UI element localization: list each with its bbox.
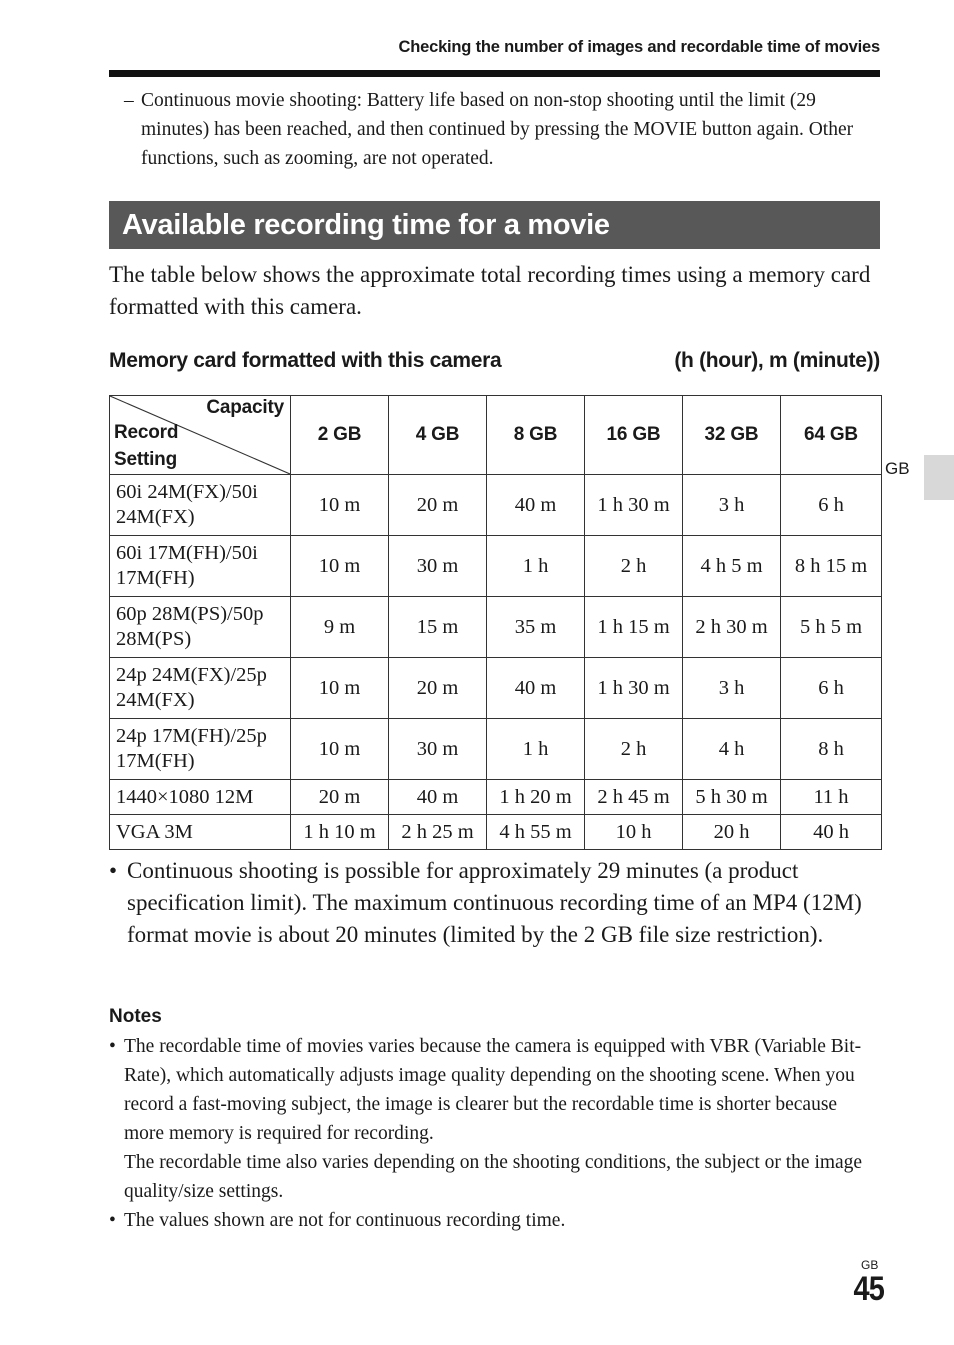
table-cell: 2 h 45 m (585, 780, 683, 815)
table-cell: 20 m (291, 780, 389, 815)
table-cell: 8 h 15 m (781, 536, 882, 597)
table-cell: 20 m (389, 475, 487, 536)
record-setting-cell: 24p 24M(FX)/25p 24M(FX) (110, 658, 291, 719)
table-row (110, 536, 882, 597)
table-cell: 4 h (683, 719, 781, 780)
bullet-marker: • (109, 1036, 116, 1057)
record-setting-cell: 24p 17M(FH)/25p 17M(FH) (110, 719, 291, 780)
side-thumb-tab (924, 455, 954, 500)
table-cell: 1 h 10 m (291, 815, 389, 850)
table-cell: 2 h (585, 719, 683, 780)
footer-region-label: GB (861, 1258, 879, 1272)
table-cell: 9 m (291, 597, 389, 658)
dash-marker: – (124, 90, 134, 111)
column-header: 16 GB (585, 396, 683, 475)
note-item (109, 1032, 880, 1206)
column-header: 32 GB (683, 396, 781, 475)
table-cell: 2 h (585, 536, 683, 597)
column-header: 2 GB (291, 396, 389, 475)
column-header: 4 GB (389, 396, 487, 475)
table-cell: 30 m (389, 536, 487, 597)
running-header-title: Checking the number of images and recordable time of movies (398, 38, 880, 56)
table-cell: 11 h (781, 780, 882, 815)
table-cell: 8 h (781, 719, 882, 780)
corner-capacity-label: Capacity (206, 397, 284, 418)
table-cell: 1 h 20 m (487, 780, 585, 815)
notes-heading: Notes (109, 1006, 162, 1027)
column-header: 8 GB (487, 396, 585, 475)
note-item (109, 1206, 880, 1235)
table-cell: 35 m (487, 597, 585, 658)
table-row (110, 597, 882, 658)
table-cell: 3 h (683, 475, 781, 536)
table-cell: 1 h (487, 719, 585, 780)
table-cell: 1 h 15 m (585, 597, 683, 658)
note-text: The recordable time of movies varies because the camera is equipped with VBR (Variable Bit-Rate), which automatically adjusts image quality depending on the shooting scene. When you record a fast-moving subject, the image is clearer but the recordable time is shorter because more memory is required for recording. (124, 1036, 862, 1144)
record-setting-cell: 60i 24M(FX)/50i 24M(FX) (110, 475, 291, 536)
table-caption-title: Memory card formatted with this camera (109, 349, 502, 372)
table-cell: 10 m (291, 719, 389, 780)
record-setting-cell: 60p 28M(PS)/50p 28M(PS) (110, 597, 291, 658)
table-cell: 40 m (487, 475, 585, 536)
table-cell: 6 h (781, 658, 882, 719)
table-row (110, 719, 882, 780)
side-language-label: GB (885, 459, 910, 478)
table-cell: 10 h (585, 815, 683, 850)
table-cell: 40 h (781, 815, 882, 850)
table-cell: 10 m (291, 475, 389, 536)
table-cell: 3 h (683, 658, 781, 719)
table-header-row (110, 396, 882, 475)
table-cell: 40 m (487, 658, 585, 719)
bullet-marker: • (109, 858, 118, 883)
record-setting-cell: VGA 3M (110, 815, 291, 850)
note-text: The values shown are not for continuous recording time. (124, 1210, 566, 1231)
continuous-movie-note (124, 86, 884, 173)
table-cell: 6 h (781, 475, 882, 536)
table-cell: 30 m (389, 719, 487, 780)
corner-setting-label: Setting (114, 449, 177, 470)
page-number: 45 (853, 1270, 884, 1308)
table-cell: 40 m (389, 780, 487, 815)
bullet-marker: • (109, 1210, 116, 1231)
table-cell: 4 h 55 m (487, 815, 585, 850)
table-cell: 5 h 30 m (683, 780, 781, 815)
record-setting-cell: 60i 17M(FH)/50i 17M(FH) (110, 536, 291, 597)
note-text-continued: The recordable time also varies depending on the shooting conditions, the subject or the image quality/size settings. (124, 1152, 863, 1202)
intro-paragraph: The table below shows the approximate total recording times using a memory card formatted with this camera. (109, 262, 871, 319)
section-title: Available recording time for a movie (109, 201, 880, 249)
table-cell: 2 h 30 m (683, 597, 781, 658)
table-cell: 1 h 30 m (585, 475, 683, 536)
table-cell: 2 h 25 m (389, 815, 487, 850)
table-cell: 20 m (389, 658, 487, 719)
continuous-shooting-text: Continuous shooting is possible for approximately 29 minutes (a product specification limit). The maximum continuous recording time of an MP4 (12M) format movie is about 20 minutes (limited by the 2 GB file size restriction). (127, 858, 862, 947)
table-corner-header (110, 396, 291, 475)
continuous-shooting-bullet (109, 855, 880, 951)
table-cell: 10 m (291, 536, 389, 597)
table-row (110, 815, 882, 850)
table-cell: 15 m (389, 597, 487, 658)
table-cell: 1 h (487, 536, 585, 597)
corner-record-label: Record (114, 422, 179, 443)
table-row (110, 780, 882, 815)
table-caption-units: (h (hour), m (minute)) (674, 349, 880, 372)
table-caption (109, 349, 880, 379)
record-setting-cell: 1440×1080 12M (110, 780, 291, 815)
recording-time-table (109, 395, 882, 850)
continuous-movie-note-text: Continuous movie shooting: Battery life based on non-stop shooting until the limit (29 minutes) has been reached, and then continued by pressing the MOVIE button again. Other functions, such as zooming, are not operated. (141, 90, 854, 169)
table-row (110, 658, 882, 719)
notes-list (109, 1032, 880, 1235)
table-cell: 5 h 5 m (781, 597, 882, 658)
column-header: 64 GB (781, 396, 882, 475)
header-rule (109, 70, 880, 77)
table-cell: 20 h (683, 815, 781, 850)
table-cell: 1 h 30 m (585, 658, 683, 719)
table-row (110, 475, 882, 536)
table-cell: 10 m (291, 658, 389, 719)
table-cell: 4 h 5 m (683, 536, 781, 597)
